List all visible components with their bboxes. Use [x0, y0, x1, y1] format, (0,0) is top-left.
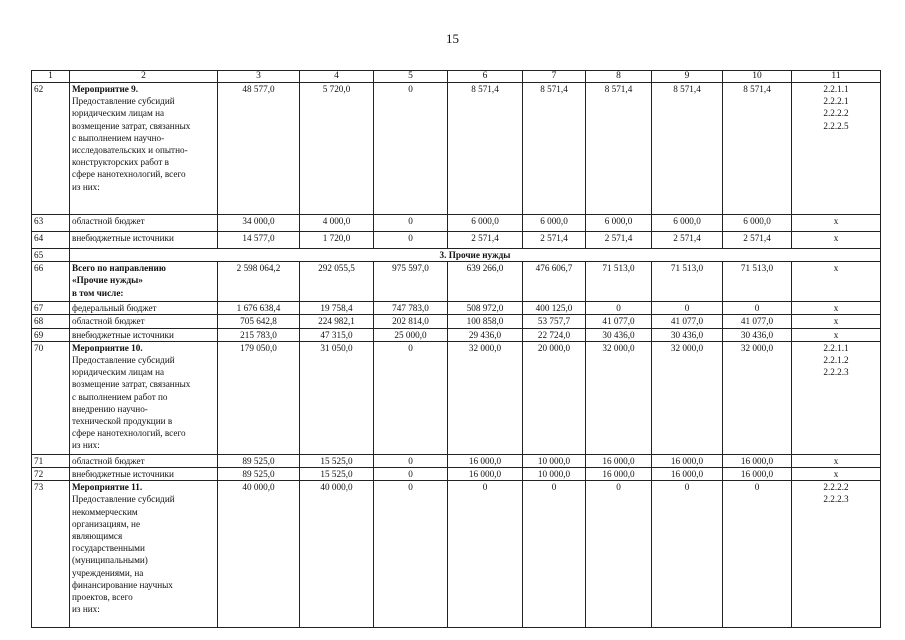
- value-cell: 0: [448, 481, 523, 628]
- value-cell: 2 571,4: [586, 232, 652, 249]
- row-name: [70, 481, 218, 628]
- row-number: 71: [32, 454, 70, 467]
- code-line: 2.2.2.3: [823, 367, 849, 378]
- value-cell: 53 757,7: [523, 315, 586, 328]
- row-name-line: внебюджетные источники: [72, 329, 174, 340]
- value-cell: 6 000,0: [523, 215, 586, 232]
- code-cell: [792, 83, 881, 215]
- code-line: 2.2.2.2: [823, 108, 849, 119]
- value-cell: 0: [723, 481, 792, 628]
- row-number: 69: [32, 328, 70, 341]
- row-name-line: областной бюджет: [72, 316, 145, 327]
- row-name-line: (муниципальными): [72, 555, 148, 566]
- measure-title: Мероприятие 10.: [72, 342, 143, 353]
- row-name-line: Всего по направлению: [72, 263, 166, 274]
- value-cell: 1 676 638,4: [218, 302, 300, 315]
- value-cell: 0: [374, 468, 448, 481]
- row-name-line: «Прочие нужды»: [72, 275, 143, 286]
- row-name-line: конструкторских работ в: [72, 157, 170, 168]
- value-cell: 16 000,0: [448, 454, 523, 467]
- value-cell: 29 436,0: [448, 328, 523, 341]
- code-cell: [792, 302, 881, 315]
- measure-title: Мероприятие 9.: [72, 84, 139, 94]
- table-row: [32, 454, 881, 467]
- value-cell: 6 000,0: [586, 215, 652, 232]
- value-cell: 0: [723, 302, 792, 315]
- value-cell: 400 125,0: [523, 302, 586, 315]
- value-cell: 975 597,0: [374, 262, 448, 302]
- value-cell: 16 000,0: [448, 468, 523, 481]
- row-name-line: внебюджетные источники: [72, 233, 174, 243]
- value-cell: 30 436,0: [723, 328, 792, 341]
- column-number-header-row: [32, 71, 881, 83]
- value-cell: 215 783,0: [218, 328, 300, 341]
- code-line: х: [833, 216, 839, 226]
- row-name-line: некоммерческим: [72, 506, 138, 517]
- row-name-line: юридическим лицам на: [72, 108, 165, 119]
- row-name-line: внебюджетные источники: [72, 469, 174, 480]
- value-cell: 16 000,0: [586, 468, 652, 481]
- value-cell: 292 055,5: [300, 262, 374, 302]
- value-cell: 6 000,0: [448, 215, 523, 232]
- value-cell: 5 720,0: [300, 83, 374, 215]
- code-cell: [792, 215, 881, 232]
- value-cell: 89 525,0: [218, 468, 300, 481]
- value-cell: 8 571,4: [448, 83, 523, 215]
- row-number: 66: [32, 262, 70, 302]
- page-number: 15: [446, 31, 459, 46]
- value-cell: 179 050,0: [218, 341, 300, 454]
- table-row: [32, 315, 881, 328]
- row-name-line: внедрению научно-: [72, 403, 148, 414]
- table-row: [32, 83, 881, 215]
- value-cell: 14 577,0: [218, 232, 300, 249]
- code-line: х: [833, 263, 839, 274]
- column-header: 4: [300, 71, 374, 83]
- value-cell: 15 525,0: [300, 454, 374, 467]
- value-cell: 705 642,8: [218, 315, 300, 328]
- value-cell: 6 000,0: [652, 215, 723, 232]
- row-name: [70, 468, 218, 481]
- table-row: [32, 328, 881, 341]
- code-line: 2.2.1.1: [823, 342, 849, 353]
- row-number: 72: [32, 468, 70, 481]
- code-cell: [792, 315, 881, 328]
- column-header: 9: [652, 71, 723, 83]
- value-cell: 202 814,0: [374, 315, 448, 328]
- value-cell: 1 720,0: [300, 232, 374, 249]
- value-cell: 0: [652, 302, 723, 315]
- row-number: 67: [32, 302, 70, 315]
- row-name: [70, 232, 218, 249]
- row-name-line: в том числе:: [72, 287, 124, 298]
- value-cell: 16 000,0: [586, 454, 652, 467]
- column-header: 11: [792, 71, 881, 83]
- value-cell: 16 000,0: [723, 468, 792, 481]
- code-line: х: [833, 469, 839, 480]
- value-cell: 8 571,4: [723, 83, 792, 215]
- value-cell: 0: [374, 215, 448, 232]
- value-cell: 30 436,0: [586, 328, 652, 341]
- value-cell: 89 525,0: [218, 454, 300, 467]
- row-number: 63: [32, 215, 70, 232]
- column-header: 10: [723, 71, 792, 83]
- value-cell: 48 577,0: [218, 83, 300, 215]
- value-cell: 10 000,0: [523, 468, 586, 481]
- value-cell: 0: [586, 302, 652, 315]
- row-name-line: возмещение затрат, связанных: [72, 120, 191, 131]
- value-cell: 32 000,0: [448, 341, 523, 454]
- row-name-line: организациям, не: [72, 518, 141, 529]
- table-row: [32, 481, 881, 628]
- value-cell: 747 783,0: [374, 302, 448, 315]
- row-name-line: из них:: [72, 440, 100, 451]
- column-header: 5: [374, 71, 448, 83]
- value-cell: 41 077,0: [652, 315, 723, 328]
- value-cell: 20 000,0: [523, 341, 586, 454]
- value-cell: 0: [374, 481, 448, 628]
- section-title: 3. Прочие нужды: [70, 249, 881, 262]
- code-cell: [792, 232, 881, 249]
- value-cell: 19 758,4: [300, 302, 374, 315]
- value-cell: 639 266,0: [448, 262, 523, 302]
- row-name-line: Предоставление субсидий: [72, 96, 175, 107]
- row-name-line: с выполнением научно-: [72, 132, 165, 143]
- value-cell: 31 050,0: [300, 341, 374, 454]
- table-row: [32, 302, 881, 315]
- row-name: [70, 315, 218, 328]
- code-line: 2.2.2.2: [823, 482, 849, 493]
- value-cell: 30 436,0: [652, 328, 723, 341]
- value-cell: 71 513,0: [586, 262, 652, 302]
- value-cell: 0: [374, 341, 448, 454]
- code-cell: [792, 328, 881, 341]
- row-name: [70, 262, 218, 302]
- column-header: 7: [523, 71, 586, 83]
- row-name-line: сфере нанотехнологий, всего: [72, 428, 186, 439]
- code-line: 2.2.1.2: [823, 355, 849, 366]
- row-name-line: федеральный бюджет: [72, 303, 157, 314]
- value-cell: 2 571,4: [523, 232, 586, 249]
- value-cell: 508 972,0: [448, 302, 523, 315]
- column-header: 8: [586, 71, 652, 83]
- value-cell: 224 982,1: [300, 315, 374, 328]
- value-cell: 4 000,0: [300, 215, 374, 232]
- code-cell: [792, 468, 881, 481]
- row-name-line: из них:: [72, 604, 100, 615]
- row-name-line: юридическим лицам на: [72, 367, 165, 378]
- measure-title: Мероприятие 11.: [72, 482, 143, 493]
- table-row: [32, 232, 881, 249]
- code-cell: [792, 262, 881, 302]
- value-cell: 71 513,0: [723, 262, 792, 302]
- value-cell: 0: [374, 232, 448, 249]
- row-number: 65: [32, 249, 70, 262]
- value-cell: 8 571,4: [652, 83, 723, 215]
- value-cell: 2 598 064,2: [218, 262, 300, 302]
- code-line: х: [833, 455, 839, 466]
- row-name-line: являющимся: [72, 531, 123, 542]
- value-cell: 2 571,4: [448, 232, 523, 249]
- row-name-line: государственными: [72, 543, 145, 554]
- code-line: 2.2.1.1: [823, 84, 849, 94]
- table-row: [32, 215, 881, 232]
- value-cell: 22 724,0: [523, 328, 586, 341]
- row-name: [70, 83, 218, 215]
- value-cell: 40 000,0: [218, 481, 300, 628]
- value-cell: 0: [586, 481, 652, 628]
- code-cell: [792, 341, 881, 454]
- value-cell: 25 000,0: [374, 328, 448, 341]
- row-name-line: проектов, всего: [72, 592, 133, 603]
- value-cell: 0: [652, 481, 723, 628]
- value-cell: 32 000,0: [586, 341, 652, 454]
- row-number: 73: [32, 481, 70, 628]
- row-name: [70, 454, 218, 467]
- value-cell: 100 858,0: [448, 315, 523, 328]
- value-cell: 476 606,7: [523, 262, 586, 302]
- code-line: 2.2.2.1: [823, 96, 849, 107]
- row-name-line: областной бюджет: [72, 216, 145, 226]
- value-cell: 15 525,0: [300, 468, 374, 481]
- row-number: 64: [32, 232, 70, 249]
- row-name-line: возмещение затрат, связанных: [72, 379, 191, 390]
- value-cell: 2 571,4: [723, 232, 792, 249]
- value-cell: 71 513,0: [652, 262, 723, 302]
- code-line: 2.2.2.3: [823, 494, 849, 505]
- code-line: х: [833, 316, 839, 327]
- table-row: [32, 341, 881, 454]
- row-name-line: учреждениями, на: [72, 567, 144, 578]
- value-cell: 0: [374, 454, 448, 467]
- row-name-line: финансирование научных: [72, 579, 173, 590]
- value-cell: 40 000,0: [300, 481, 374, 628]
- code-cell: [792, 454, 881, 467]
- value-cell: 16 000,0: [652, 468, 723, 481]
- column-header: 1: [32, 71, 70, 83]
- value-cell: 10 000,0: [523, 454, 586, 467]
- section-row: [32, 249, 881, 262]
- row-name-line: сфере нанотехнологий, всего: [72, 169, 186, 180]
- row-name-line: с выполнением работ по: [72, 391, 168, 402]
- code-line: х: [833, 329, 839, 340]
- value-cell: 8 571,4: [523, 83, 586, 215]
- column-header: 6: [448, 71, 523, 83]
- column-header: 2: [70, 71, 218, 83]
- code-line: х: [833, 233, 839, 243]
- code-line: х: [833, 303, 839, 314]
- value-cell: 0: [374, 83, 448, 215]
- row-name: [70, 328, 218, 341]
- table-row: [32, 262, 881, 302]
- row-name-line: Предоставление субсидий: [72, 494, 175, 505]
- row-name: [70, 215, 218, 232]
- value-cell: 47 315,0: [300, 328, 374, 341]
- row-name-line: из них:: [72, 181, 100, 192]
- row-name-line: технической продукции в: [72, 416, 173, 427]
- code-cell: [792, 481, 881, 628]
- value-cell: 41 077,0: [586, 315, 652, 328]
- row-name-line: исследовательских и опытно-: [72, 145, 188, 156]
- value-cell: 34 000,0: [218, 215, 300, 232]
- value-cell: 16 000,0: [652, 454, 723, 467]
- value-cell: 16 000,0: [723, 454, 792, 467]
- value-cell: 32 000,0: [723, 341, 792, 454]
- value-cell: 6 000,0: [723, 215, 792, 232]
- value-cell: 32 000,0: [652, 341, 723, 454]
- row-number: 62: [32, 83, 70, 215]
- code-line: 2.2.2.5: [823, 120, 849, 131]
- row-name-line: областной бюджет: [72, 455, 145, 466]
- value-cell: 0: [523, 481, 586, 628]
- row-number: 68: [32, 315, 70, 328]
- row-name: [70, 302, 218, 315]
- row-number: 70: [32, 341, 70, 454]
- value-cell: 2 571,4: [652, 232, 723, 249]
- row-name: [70, 341, 218, 454]
- table-row: [32, 468, 881, 481]
- value-cell: 8 571,4: [586, 83, 652, 215]
- value-cell: 41 077,0: [723, 315, 792, 328]
- column-header: 3: [218, 71, 300, 83]
- row-name-line: Предоставление субсидий: [72, 355, 175, 366]
- budget-table: [31, 70, 881, 628]
